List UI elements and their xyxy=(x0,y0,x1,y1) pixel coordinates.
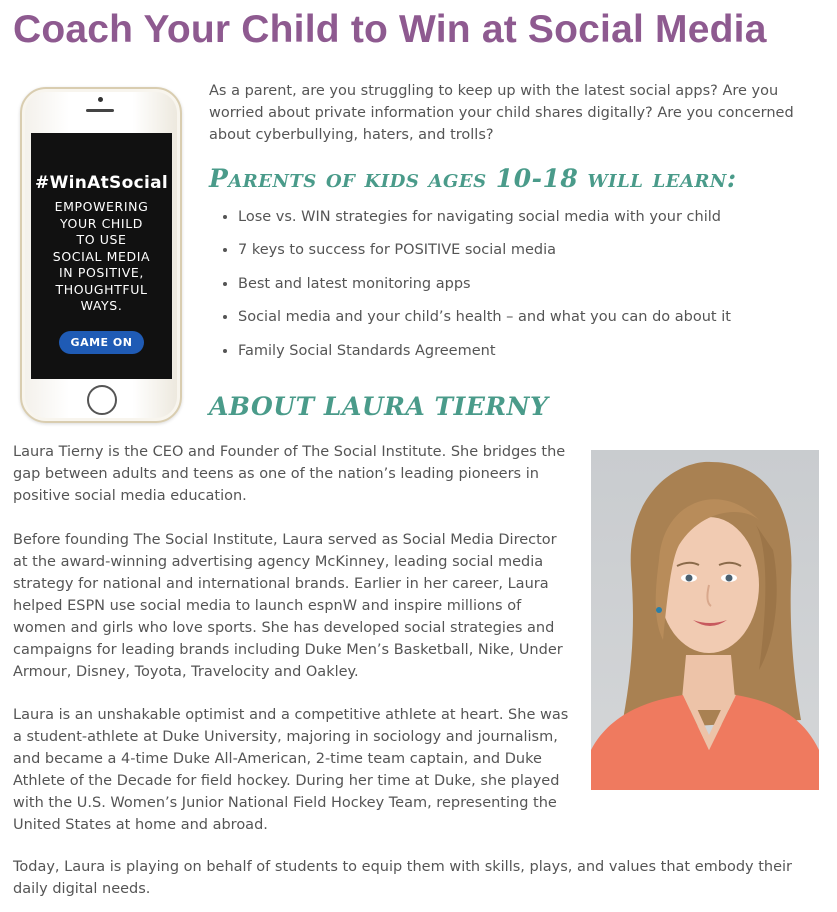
about-heading: ABOUT LAURA TIERNY xyxy=(209,392,549,421)
intro-paragraph: As a parent, are you struggling to keep up with the latest social apps? Are you worried about private information your child shares digitally? Are you concerned about cyberbullying, haters, and trolls? xyxy=(209,83,794,143)
tagline-line: IN POSITIVE, xyxy=(59,265,144,280)
phone-camera xyxy=(98,97,103,102)
tagline-line: SOCIAL MEDIA xyxy=(52,248,151,264)
portrait-illustration xyxy=(591,450,819,790)
tagline-line: TO USE xyxy=(76,232,127,247)
list-item: • Lose vs. WIN strategies for navigating social media with your child xyxy=(238,206,731,239)
bio-paragraph: Laura Tierny is the CEO and Founder of The Social Institute. She bridges the gap between adults and teens as one of the nation’s leading pioneers in positive social media education. xyxy=(13,444,566,504)
list-item: • 7 keys to success for POSITIVE social media xyxy=(238,239,731,272)
phone-screen xyxy=(31,133,172,379)
page-title: Coach Your Child to Win at Social Media xyxy=(13,8,767,51)
tagline-line: THOUGHTFUL xyxy=(55,281,148,297)
bio-paragraph: Today, Laura is playing on behalf of students to equip them with skills, plays, and values that embody their daily digital needs. xyxy=(13,859,792,897)
list-item: • Social media and your child’s health – and what you can do about it xyxy=(238,306,731,339)
phone-hashtag: #WinAtSocial xyxy=(35,173,168,193)
game-on-button: GAME ON xyxy=(59,331,145,354)
phone-speaker xyxy=(86,109,114,112)
bio-paragraph: Before founding The Social Institute, Laura served as Social Media Director at the award-winning advertising agency McKinney, leading social media strategy for national and international brands. Earlier in her career, Laura helped ESPN use social media to launch espnW and inspire millions of women and girls who love sports. She has developed social strategies and campaigns for leading brands including Duke Men’s Basketball, Nike, Under Armour, Disney, Toyota, Travelocity and Oakley. xyxy=(13,532,563,680)
tagline-line: EMPOWERING xyxy=(54,199,149,214)
phone-graphic xyxy=(20,87,182,423)
list-item: • Family Social Standards Agreement xyxy=(238,340,731,373)
list-item: • Best and latest monitoring apps xyxy=(238,273,731,306)
phone-tagline xyxy=(31,199,172,315)
tagline-line: WAYS. xyxy=(80,298,123,313)
learn-list xyxy=(214,206,731,373)
tagline-line: YOUR CHILD xyxy=(59,215,143,231)
portrait-photo xyxy=(591,450,819,790)
phone-home-button xyxy=(87,385,117,415)
bio-paragraph: Laura is an unshakable optimist and a competitive athlete at heart. She was a student-athlete at Duke University, majoring in sociology and journalism, and became a 4-time Duke All-American, 2-time team captain, and Duke Athlete of the Decade for field hockey. During her time at Duke, she played with the U.S. Women’s Junior National Field Hockey Team, representing the United States at home and abroad. xyxy=(13,707,569,833)
learn-heading: Parents of kids ages 10-18 will learn: xyxy=(209,164,737,193)
